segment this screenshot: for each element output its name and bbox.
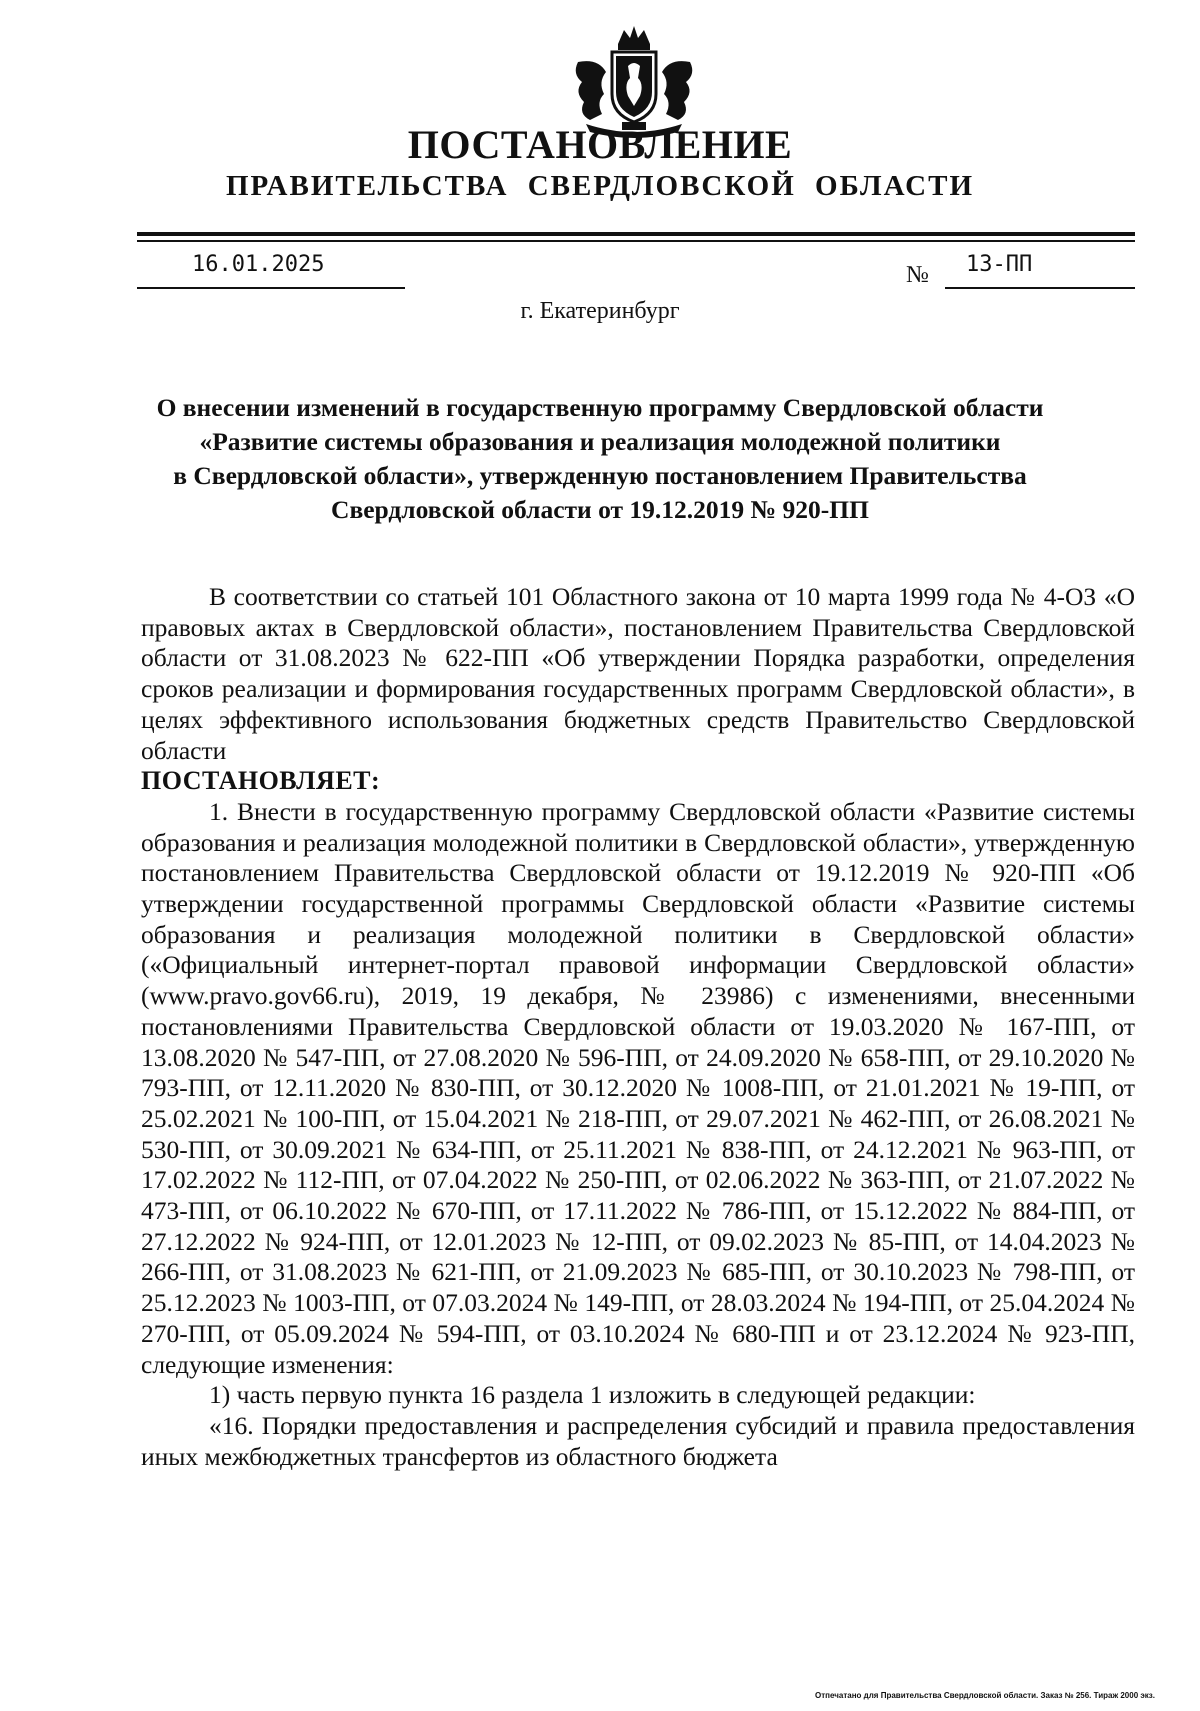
number-label: №: [906, 262, 929, 288]
heading-line: «Развитие системы образования и реализация молодежной политики: [199, 427, 1001, 456]
document-subtitle: ПРАВИТЕЛЬСТВА СВЕРДЛОВСКОЙ ОБЛАСТИ: [225, 170, 975, 202]
header-divider-thin: [137, 240, 1135, 242]
date-underline: [137, 287, 405, 289]
heading-line: Свердловской области от 19.12.2019 № 920-ПП: [331, 495, 869, 524]
document-body: [141, 582, 1135, 1472]
print-note: Отпечатано для Правительства Свердловской области. Заказ № 256. Тираж 2000 экз.: [815, 1691, 1155, 1700]
subitem-1-paragraph: 1) часть первую пункта 16 раздела 1 изложить в следующей редакции:: [209, 1380, 976, 1410]
heading-line: в Свердловской области», утвержденную постановлением Правительства: [173, 461, 1027, 490]
document-title: ПОСТАНОВЛЕНИЕ: [407, 122, 793, 167]
number-underline: [945, 287, 1135, 289]
quote-paragraph: «16. Порядки предоставления и распределения субсидий и правила предоставления иных межбюджетных трансфертов из областного бюджета: [141, 1410, 1135, 1471]
item-1-paragraph: 1. Внести в государственную программу Свердловской области «Развитие системы образования и реализация молодежной политики в Свердловской области», утвержденную постановлением Правительства Свердловской области от 19.12.2019 № 920-ПП «Об утверждении государственной программы Свердловской области «Развитие системы образования и реализация молодежной политики в Свердловской области» («Официальный интернет-портал правовой информации Свердловской области» (www.pravo.gov66.ru), 2019, 19 декабря, № 23986) с изменениями, внесенными постановлениями Правительства Свердловской области от 19.03.2020 № 167-ПП, от 13.08.2020 № 547-ПП, от 27.08.2020 № 596-ПП, от 24.09.2020 № 658-ПП, от 29.10.2020 № 793-ПП, от 12.11.2020 № 830-ПП, от 30.12.2020 № 1008-ПП, от 21.01.2021 № 19-ПП, от 25.02.2021 № 100-ПП, от 15.04.2021 № 218-ПП, от 29.07.2021 № 462-ПП, от 26.08.2021 № 530-ПП, от 30.09.2021 № 634-ПП, от 25.11.2021 № 838-ПП, от 24.12.2021 № 963-ПП, от 17.02.2022 № 112-ПП, от 07.04.2022 № 250-ПП, от 02.06.2022 № 363-ПП, от 21.07.2022 № 473-ПП, от 06.10.2022 № 670-ПП, от 17.11.2022 № 786-ПП, от 15.12.2022 № 884-ПП, от 27.12.2022 № 924-ПП, от 12.01.2023 № 12-ПП, от 09.02.2023 № 85-ПП, от 14.04.2023 № 266-ПП, от 31.08.2023 № 621-ПП, от 21.09.2023 № 685-ПП, от 30.10.2023 № 798-ПП, от 25.12.2023 № 1003-ПП, от 07.03.2024 № 149-ПП, от 28.03.2024 № 194-ПП, от 25.04.2024 № 270-ПП, от 05.09.2024 № 594-ПП, от 03.10.2024 № 680-ПП и от 23.12.2024 № 923-ПП, следующие изменения:: [141, 796, 1135, 1379]
header-divider-thick: [137, 232, 1135, 236]
document-number: 13-ПП: [966, 252, 1033, 277]
document-date: 16.01.2025: [192, 252, 325, 277]
preamble-paragraph: В соответствии со статьей 101 Областного закона от 10 марта 1999 года № 4-ОЗ «О правовых актах в Свердловской области», постановлением Правительства Свердловской области от 31.08.2023 № 622-ПП «Об утверждении Порядка разработки, определения сроков реализации и формирования государственных программ Свердловской области», в целях эффективного использования бюджетных средств Правительство Свердловской области: [141, 582, 1135, 765]
decree-word: ПОСТАНОВЛЯЕТ:: [141, 766, 381, 796]
document-city: г. Екатеринбург: [520, 298, 680, 324]
heading-line: О внесении изменений в государственную программу Свердловской области: [156, 393, 1044, 422]
document-heading: [120, 391, 1080, 527]
